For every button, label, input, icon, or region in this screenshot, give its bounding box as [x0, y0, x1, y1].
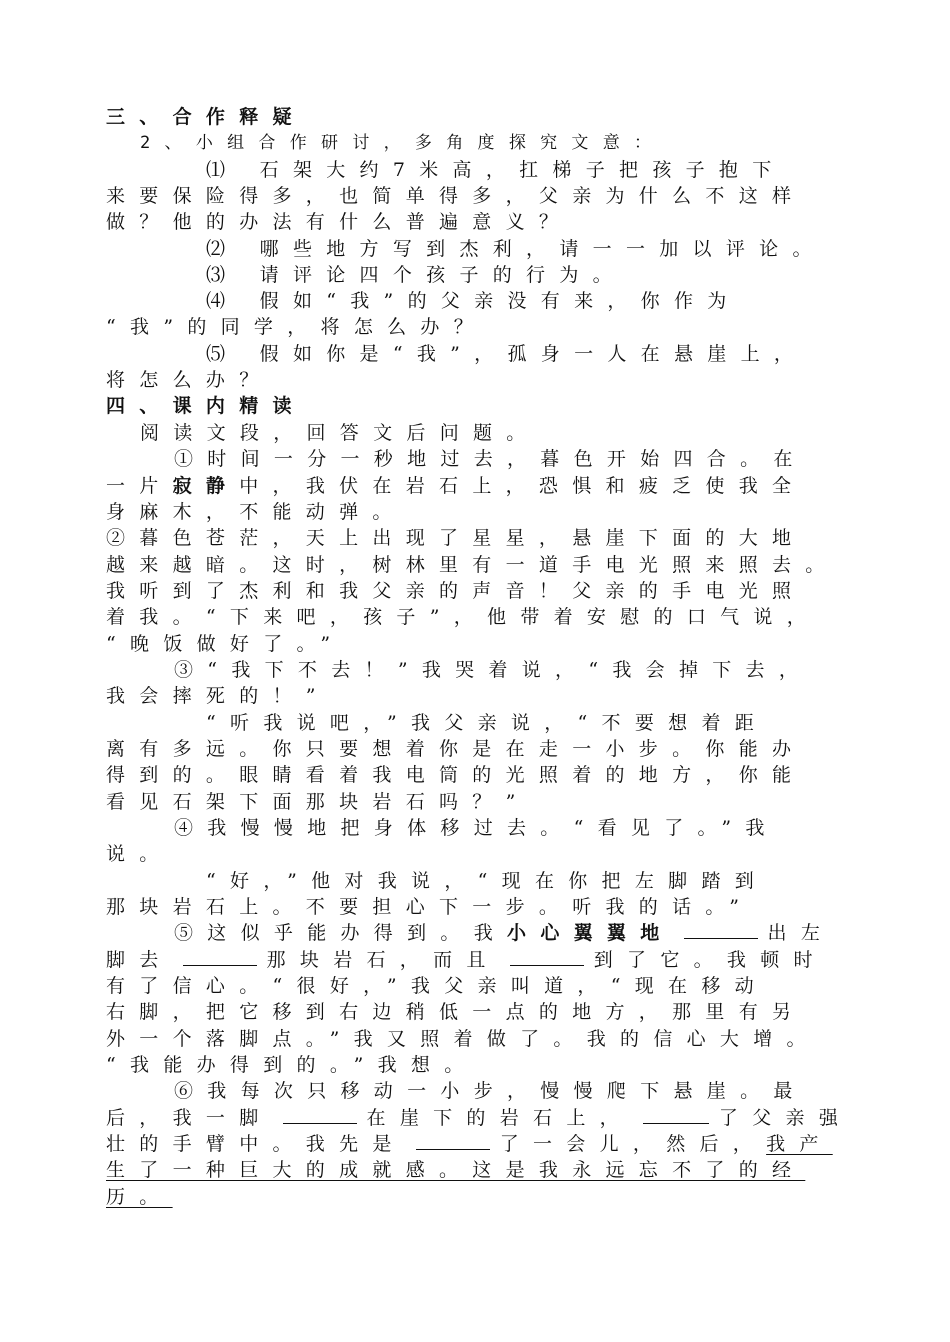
paragraph-3-line-4: 离有多远。你只要想着你是在走一小步。你能办 — [106, 738, 806, 760]
paragraph-5-line-4: 右脚，把它移到右边稍低一点的地方，那里有另 — [106, 1001, 806, 1023]
fill-blank — [643, 1107, 709, 1124]
question-4-line-2: “我”的同学，将怎么办？ — [106, 316, 488, 338]
paragraph-1-line-3: 身麻木，不能动弹。 — [106, 501, 406, 523]
paragraph-5-line-3: 有了信心。“很好，”我父亲叫道，“现在移动 — [106, 975, 768, 997]
paragraph-4-line-4: 那块岩石上。不要担心下一步。听我的话。” — [106, 896, 754, 918]
section-four-intro: 阅读文段，回答文后问题。 — [140, 422, 540, 444]
paragraph-4-line-1: ④我慢慢地把身体移过去。“看见了。”我 — [174, 817, 779, 839]
question-1-line-3: 做？他的办法有什么普遍意义？ — [106, 211, 573, 233]
question-3: ⑶ 请评论四个孩子的行为。 — [206, 264, 626, 286]
underlined-sentence: 生了一种巨大的成就感。这是我永远忘不了的经 — [106, 1159, 806, 1181]
question-2: ⑵ 哪些地方写到杰利，请一一加以评论。 — [206, 238, 826, 260]
bold-word-silence: 寂静 — [172, 475, 240, 497]
underlined-sentence-end: 历。 — [106, 1186, 173, 1208]
underlined-sentence: 我产 — [766, 1133, 833, 1155]
paragraph-1-text: 中，我伏在岩石上，恐惧和疲乏使我全 — [239, 475, 806, 497]
fill-blank — [416, 1133, 490, 1150]
paragraph-3-line-5: 得到的。眼睛看着我电筒的光照着的地方，你能 — [106, 764, 806, 786]
paragraph-1-line-2 — [106, 473, 846, 499]
fill-blank — [183, 949, 257, 966]
paragraph-5-line-2 — [106, 947, 846, 973]
paragraph-4-line-2: 说。 — [106, 843, 173, 865]
paragraph-3-line-3: “听我说吧，”我父亲说，“不要想着距 — [206, 712, 769, 734]
paragraph-3-line-2: 我会摔死的！” — [106, 685, 330, 707]
paragraph-6-text: 后，我一脚 — [106, 1107, 273, 1129]
question-5-line-1: ⑸ 假如你是“我”，孤身一人在悬崖上， — [206, 343, 808, 365]
paragraph-5-text: 到了它。我顿时 — [593, 949, 827, 971]
question-5-line-2: 将怎么办？ — [106, 369, 273, 391]
fill-blank — [510, 949, 584, 966]
paragraph-4-line-3: “好，”他对我说，“现在你把左脚踏到 — [206, 870, 769, 892]
paragraph-6-text: 了一会儿，然后， — [499, 1133, 767, 1155]
section-three-heading: 三、合作释疑 — [106, 106, 306, 128]
section-three-intro: 2、小组合作研讨，多角度探究文意： — [140, 133, 666, 153]
paragraph-1-text: 一片 — [106, 475, 173, 497]
paragraph-5-text: 那块岩石，而且 — [266, 949, 500, 971]
paragraph-3-line-1: ③“我下不去！”我哭着说，“我会掉下去， — [174, 659, 813, 681]
paragraph-6-text: 了父亲强 — [718, 1107, 853, 1129]
fill-blank — [684, 922, 758, 939]
paragraph-6-text: 在崖下的岩石上， — [366, 1107, 633, 1129]
paragraph-2-line-2: 越来越暗。这时，树林里有一道手电光照来照去。 — [106, 554, 839, 576]
question-1-line-2: 来要保险得多，也简单得多，父亲为什么不这样 — [106, 185, 806, 207]
paragraph-5-text: 脚去 — [106, 949, 173, 971]
paragraph-2-line-1: ②暮色苍茫，天上出现了星星，悬崖下面的大地 — [106, 527, 806, 549]
fill-blank — [283, 1107, 357, 1124]
paragraph-5-text: ⑤这似乎能办得到。我 — [174, 922, 508, 944]
paragraph-5-line-5: 外一个落脚点。”我又照着做了。我的信心大增。 — [106, 1028, 820, 1050]
paragraph-1-line-1: ①时间一分一秒地过去，暮色开始四合。在 — [174, 448, 807, 470]
section-four-heading: 四、课内精读 — [106, 395, 306, 417]
paragraph-6-text: 壮的手臂中。我先是 — [106, 1133, 406, 1155]
paragraph-2-line-3: 我听到了杰利和我父亲的声音！父亲的手电光照 — [106, 580, 806, 602]
question-4-line-1: ⑷ 假如“我”的父亲没有来，你作为 — [206, 290, 741, 312]
paragraph-6-line-2 — [106, 1105, 853, 1131]
paragraph-5-text: 出左 — [767, 922, 835, 944]
paragraph-5-line-1 — [174, 920, 846, 946]
question-1-line-1: ⑴ 石架大约7米高，扛梯子把孩子抱下 — [206, 159, 786, 181]
paragraph-2-line-4: 着我。“下来吧，孩子”，他带着安慰的口气说， — [106, 606, 821, 628]
paragraph-6-line-3 — [106, 1131, 846, 1157]
bold-word-carefully: 小心翼翼地 — [507, 922, 674, 944]
paragraph-2-line-5: “晚饭做好了。” — [106, 633, 345, 655]
paragraph-5-line-6: “我能办得到的。”我想。 — [106, 1054, 478, 1076]
paragraph-6-line-1: ⑥我每次只移动一小步，慢慢爬下悬崖。最 — [174, 1080, 807, 1102]
paragraph-3-line-6: 看见石架下面那块岩石吗？” — [106, 791, 530, 813]
